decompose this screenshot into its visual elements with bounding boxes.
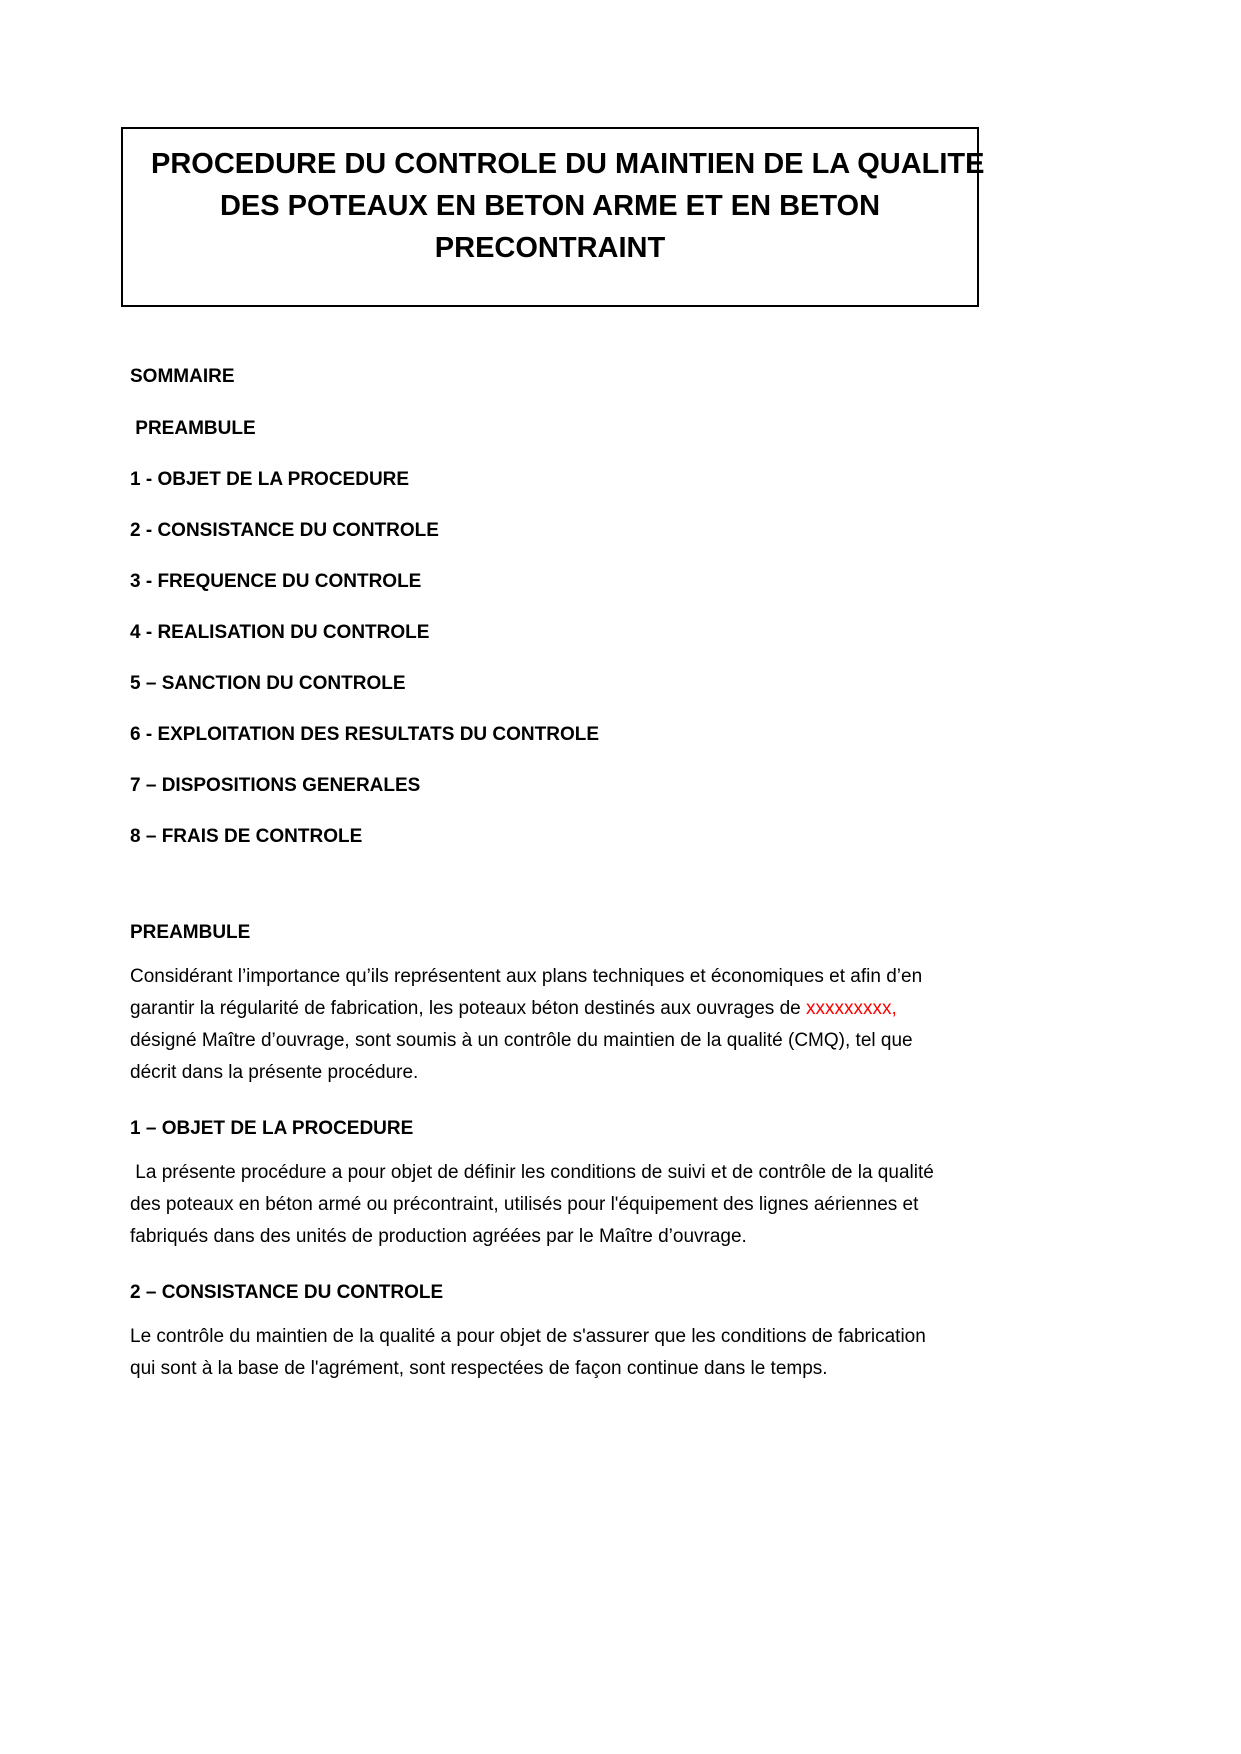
document-title-line: DES POTEAUX EN BETON ARME ET EN BETON: [219, 190, 881, 222]
toc-item-5: 5 – SANCTION DU CONTROLE: [130, 673, 406, 694]
toc-item-2: 2 - CONSISTANCE DU CONTROLE: [130, 520, 439, 541]
toc-item-preambule: PREAMBULE: [130, 418, 256, 439]
preambule-heading: PREAMBULE: [130, 922, 251, 943]
section-2-heading: 2 – CONSISTANCE DU CONTROLE: [130, 1282, 444, 1303]
toc-heading: SOMMAIRE: [130, 366, 235, 387]
section-consistance: [130, 1281, 945, 1385]
section-1-heading: 1 – OBJET DE LA PROCEDURE: [130, 1118, 414, 1139]
table-of-contents: [130, 365, 945, 849]
toc-item-1: 1 - OBJET DE LA PROCEDURE: [130, 469, 410, 490]
document-body: [130, 921, 945, 1385]
section-objet: [130, 1117, 945, 1253]
toc-item-3: 3 - FREQUENCE DU CONTROLE: [130, 571, 422, 592]
preambule-text-before: Considérant l’importance qu’ils représentent aux plans techniques et économiques et afin d’en garantir la régularité de fabrication, les poteaux béton destinés aux ouvrages de: [130, 966, 928, 1019]
toc-item-7: 7 – DISPOSITIONS GENERALES: [130, 775, 421, 796]
section-1-paragraph: La présente procédure a pour objet de définir les conditions de suivi et de contrôle de la qualité des poteaux en béton armé ou précontraint, utilisés pour l'équipement des lignes aériennes et fabriqués dans des unités de production agréées par le Maître d’ouvrage.: [130, 1162, 940, 1247]
title-box: [121, 127, 985, 307]
toc-item-8: 8 – FRAIS DE CONTROLE: [130, 826, 363, 847]
section-preambule: [130, 921, 945, 1089]
section-2-paragraph: Le contrôle du maintien de la qualité a pour objet de s'assurer que les conditions de fabrication qui sont à la base de l'agrément, sont respectées de façon continue dans le temps.: [130, 1326, 932, 1379]
document-title-line: PROCEDURE DU CONTROLE DU MAINTIEN DE LA QUALITE: [151, 148, 985, 180]
toc-item-6: 6 - EXPLOITATION DES RESULTATS DU CONTROLE: [130, 724, 600, 745]
toc-item-4: 4 - REALISATION DU CONTROLE: [130, 622, 430, 643]
document-title-line: PRECONTRAINT: [434, 232, 666, 264]
preambule-paragraph: [130, 961, 945, 1089]
preambule-text-after: désigné Maître d’ouvrage, sont soumis à un contrôle du maintien de la qualité (CMQ), tel que décrit dans la présente procédure.: [130, 998, 918, 1083]
redacted-text: xxxxxxxxx,: [805, 998, 897, 1019]
